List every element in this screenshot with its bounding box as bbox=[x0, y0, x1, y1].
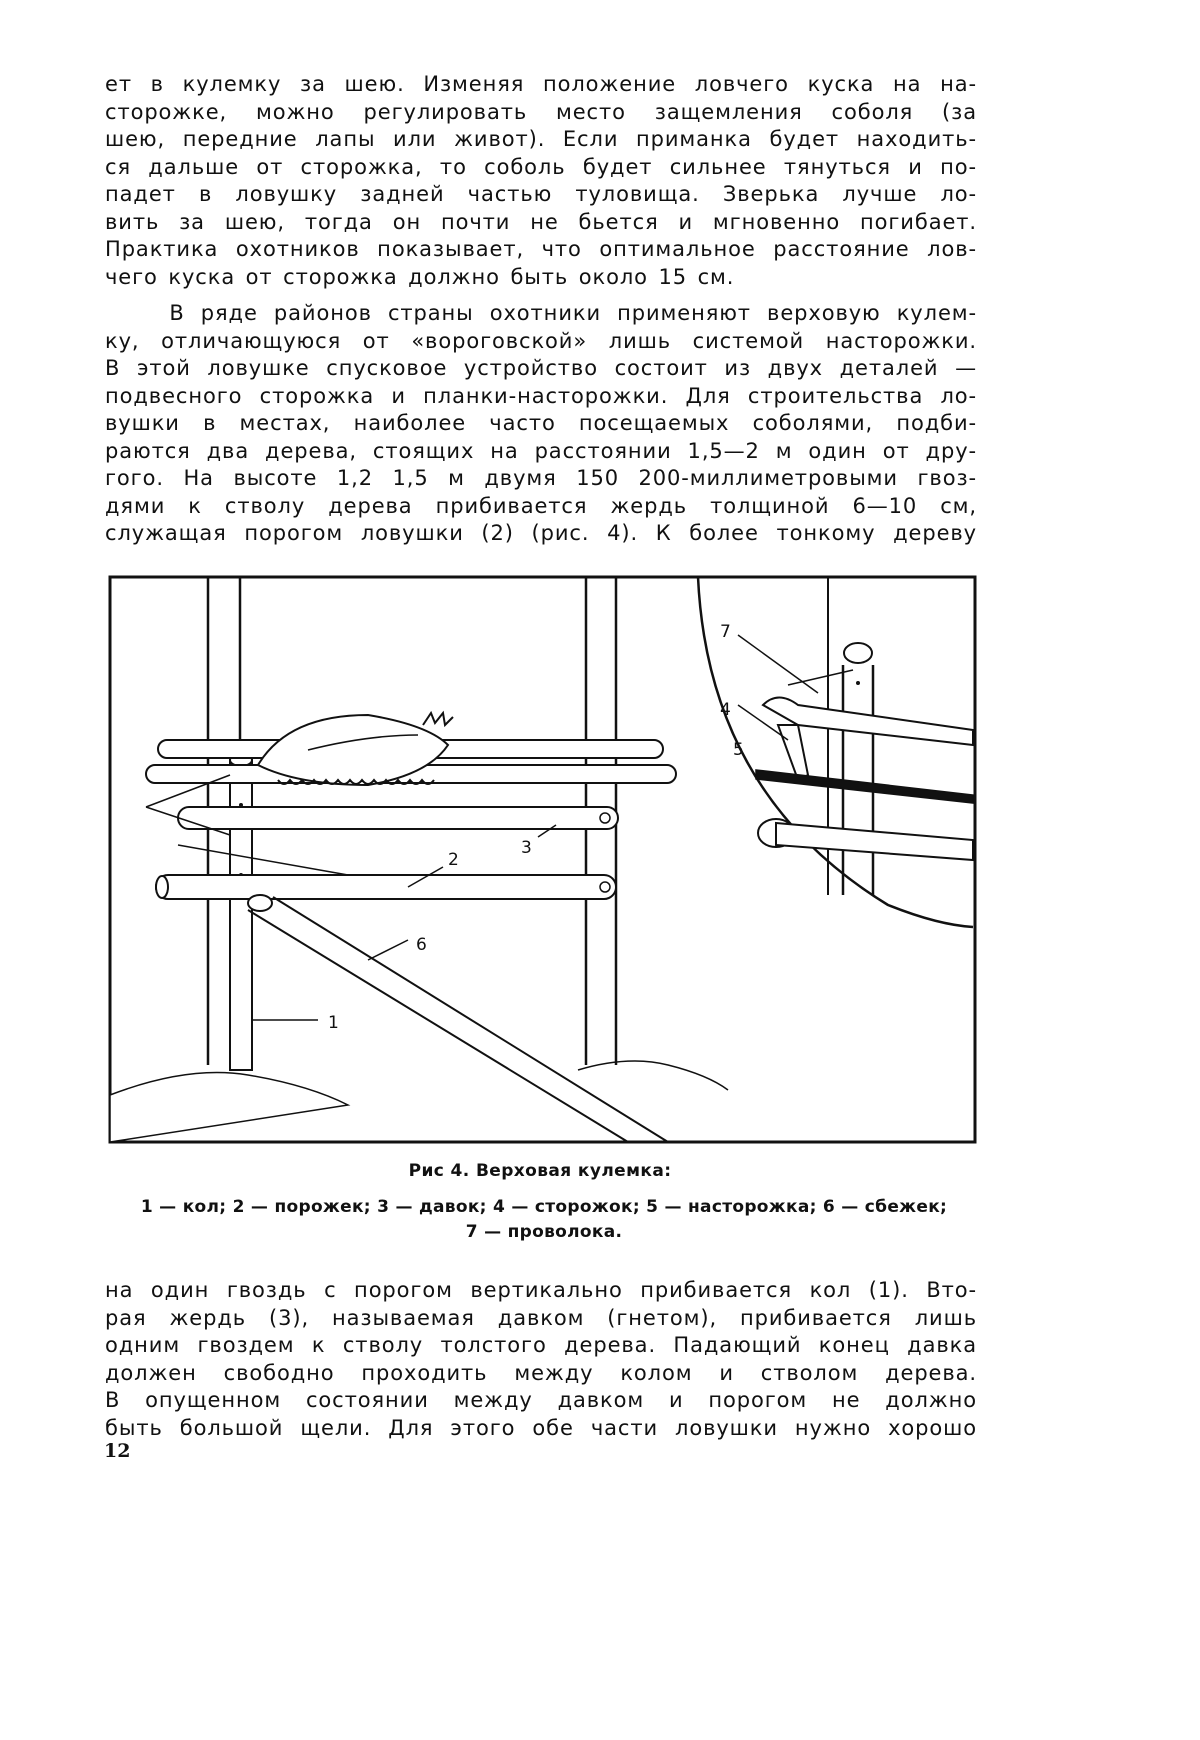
label-3: 3 bbox=[521, 838, 532, 858]
text-line: шею, передние лапы или живот). Если приманка будет находить- bbox=[105, 127, 977, 151]
figure-caption-title: Рис 4. Верховая кулемка: bbox=[408, 1161, 672, 1181]
figure-caption-legend bbox=[108, 1195, 980, 1245]
text-line: быть большой щели. Для этого обе части ловушки нужно хорошо bbox=[105, 1415, 977, 1440]
label-2: 2 bbox=[448, 850, 459, 870]
text-line: чего куска от сторожка должно быть около 15 см. bbox=[105, 264, 735, 289]
text-line: рая жердь (3), называемая давком (гнетом), прибивается лишь bbox=[105, 1305, 977, 1330]
text-line: одним гвоздем к стволу толстого дерева. Падающий конец давка bbox=[105, 1333, 977, 1357]
text-line: дями к стволу дерева прибивается жердь толщиной 6—10 см, bbox=[105, 493, 977, 518]
text-line: раются два дерева, стоящих на расстоянии 1,5—2 м один от дру- bbox=[105, 438, 977, 463]
label-5: 5 bbox=[733, 740, 744, 760]
label-7: 7 bbox=[720, 622, 731, 642]
trap-illustration bbox=[108, 575, 977, 1144]
label-1: 1 bbox=[328, 1013, 339, 1033]
text-line: ся дальше от сторожка, то соболь будет сильнее тянуться и по- bbox=[105, 154, 977, 179]
text-line: должен свободно проходить между колом и стволом дерева. bbox=[105, 1360, 977, 1385]
text-line: В ряде районов страны охотники применяют верховую кулем- bbox=[105, 301, 977, 325]
text-line: Практика охотников показывает, что оптимальное расстояние лов- bbox=[105, 237, 977, 261]
text-line: В опущенном состоянии между давком и порогом не должно bbox=[105, 1388, 977, 1412]
text-line: сторожке, можно регулировать место защемления соболя (за bbox=[105, 99, 977, 124]
text-line: на один гвоздь с порогом вертикально прибивается кол (1). Вто- bbox=[105, 1278, 977, 1302]
text-line: падет в ловушку задней частью туловища. Зверька лучше ло- bbox=[105, 182, 977, 206]
label-4: 4 bbox=[720, 700, 731, 720]
page-number: 12 bbox=[104, 1440, 131, 1462]
paragraph-3 bbox=[105, 1277, 977, 1442]
paragraph-1 bbox=[105, 71, 977, 291]
legend-line: 1 — кол; 2 — порожек; 3 — давок; 4 — сторожок; 5 — насторожка; 6 — сбежек; bbox=[140, 1197, 948, 1217]
text-line: служащая порогом ловушки (2) (рис. 4). К более тонкому дереву bbox=[105, 521, 977, 545]
label-6: 6 bbox=[416, 935, 427, 955]
text-line: ку, отличающуюся от «вороговской» лишь системой насторожки. bbox=[105, 328, 977, 353]
text-line: вить за шею, тогда он почти не бьется и мгновенно погибает. bbox=[105, 209, 977, 234]
trap-drawing bbox=[108, 575, 977, 1144]
text-line: гого. На высоте 1,2 1,5 м двумя 150 200-миллиметровыми гвоз- bbox=[105, 466, 977, 490]
text-line: В этой ловушке спусковое устройство состоит из двух деталей — bbox=[105, 356, 977, 380]
text-line: вушки в местах, наиболее часто посещаемых соболями, подби- bbox=[105, 411, 977, 435]
text-line: подвесного сторожка и планки-насторожки. Для строительства ло- bbox=[105, 383, 977, 408]
paragraph-2 bbox=[105, 300, 977, 548]
legend-line: 7 — проволока. bbox=[465, 1222, 623, 1242]
text-line: ет в кулемку за шею. Изменяя положение ловчего куска на на- bbox=[105, 72, 977, 96]
